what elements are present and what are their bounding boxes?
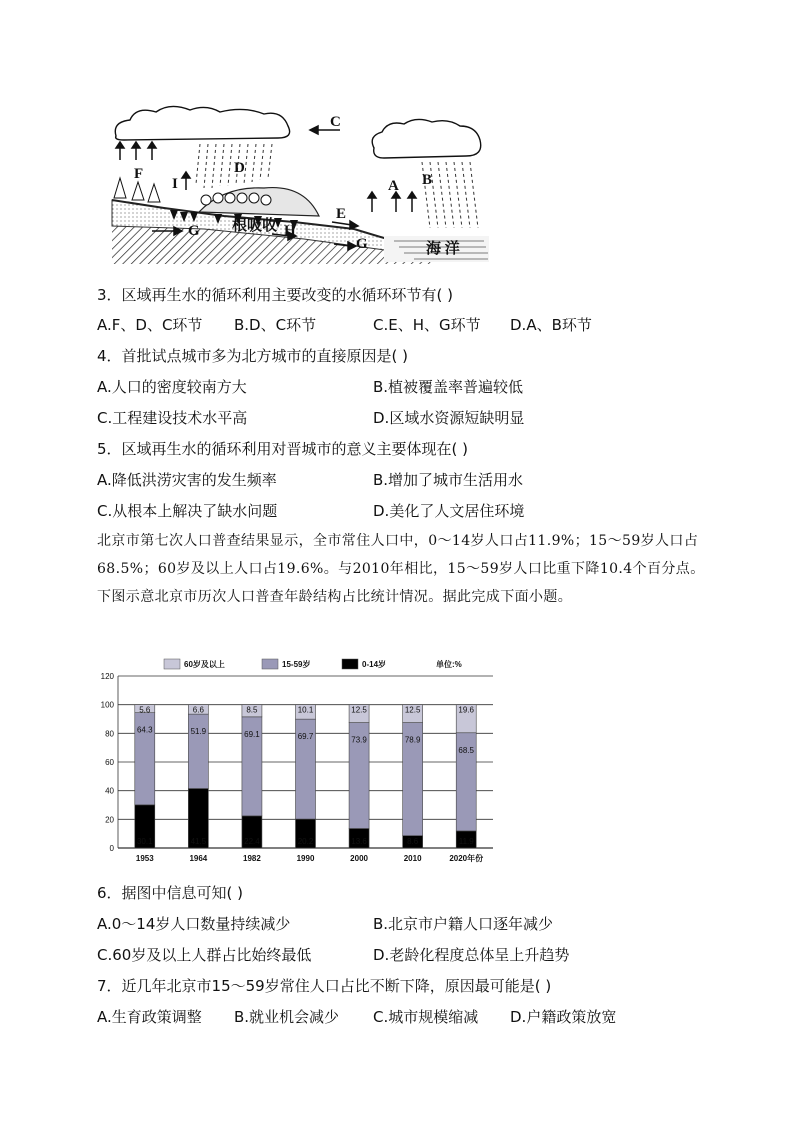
label-h: H xyxy=(284,223,296,239)
y-tick-label: 0 xyxy=(109,844,114,853)
data-label: 8.5 xyxy=(246,705,258,715)
label-a: A xyxy=(388,178,399,194)
data-label: 68.5 xyxy=(458,745,475,755)
label-d: D xyxy=(234,160,245,176)
data-label: 19.6 xyxy=(458,705,475,715)
q7-option-b[interactable]: B.就业机会减少 xyxy=(234,1008,340,1026)
x-tick-label: 2020年份 xyxy=(449,854,484,863)
q6-option-d[interactable]: D.老龄化程度总体呈上升趋势 xyxy=(373,946,570,964)
q7-stem: 7．近几年北京市15～59岁常住人口占比不断下降，原因最可能是( ) xyxy=(97,977,552,995)
bar-segment xyxy=(188,714,208,788)
data-label: 78.9 xyxy=(404,735,421,745)
water-cycle-diagram xyxy=(104,104,494,269)
q5-option-d[interactable]: D.美化了人文居住环境 xyxy=(373,502,525,520)
x-tick-label: 2000 xyxy=(350,854,368,863)
q5-option-b[interactable]: B.增加了城市生活用水 xyxy=(373,471,524,489)
q3-option-b[interactable]: B.D、C环节 xyxy=(234,316,317,334)
q4-option-d[interactable]: D.区域水资源短缺明显 xyxy=(373,409,525,427)
data-label: 10.1 xyxy=(297,705,314,715)
data-label: 8.6 xyxy=(407,837,419,846)
data-label: 20.2 xyxy=(297,837,314,846)
y-tick-label: 60 xyxy=(105,758,114,767)
label-i: I xyxy=(172,176,178,192)
cloud-left xyxy=(115,106,289,140)
data-label: 51.9 xyxy=(190,727,207,737)
label-g: G xyxy=(188,223,200,239)
y-tick-label: 20 xyxy=(105,815,114,825)
material-passage: 北京市第七次人口普查结果显示，全市常住人口中，0～14岁人口占11.9%；15～59岁人口占68.5%；60岁及以上人口占19.6%。与2010年相比，15～59岁人口比重下降10.4个百分点。下图示意北京市历次人口普查年龄结构占比统计情况。据此完成下面小题。 xyxy=(97,533,705,605)
y-tick-label: 120 xyxy=(100,672,114,681)
data-label: 13.6 xyxy=(351,837,367,846)
q6-option-c[interactable]: C.60岁及以上人群占比始终最低 xyxy=(97,946,312,964)
data-label: 12.5 xyxy=(351,705,367,715)
label-f: F xyxy=(134,166,144,182)
data-label: 22.4 xyxy=(244,837,260,846)
q7-option-d[interactable]: D.户籍政策放宽 xyxy=(510,1008,617,1026)
y-tick-label: 40 xyxy=(105,786,114,796)
x-tick-label: 1964 xyxy=(189,854,208,863)
data-label: 11.9 xyxy=(458,837,474,846)
cloud-right xyxy=(372,119,481,158)
legend-label: 0-14岁 xyxy=(362,660,387,669)
q3-option-a[interactable]: A.F、D、C环节 xyxy=(97,316,203,334)
x-tick-label: 1990 xyxy=(296,854,315,863)
x-tick-label: 1982 xyxy=(243,854,261,863)
data-label: 6.6 xyxy=(192,705,204,715)
unit-label: 单位:% xyxy=(436,660,462,669)
label-root-absorb: 根吸收 xyxy=(232,218,278,234)
q6-option-a[interactable]: A.0～14岁人口数量持续减少 xyxy=(97,915,291,933)
label-ocean: 海 洋 xyxy=(426,241,460,257)
q4-option-a[interactable]: A.人口的密度较南方大 xyxy=(97,378,247,396)
data-label: 69.1 xyxy=(244,729,260,739)
label-c: C xyxy=(330,114,341,130)
q6-option-b[interactable]: B.北京市户籍人口逐年减少 xyxy=(373,915,554,933)
label-b: B xyxy=(422,172,433,188)
q7-option-a[interactable]: A.生育政策调整 xyxy=(97,1008,202,1026)
y-tick-label: 80 xyxy=(105,729,114,739)
legend-label: 60岁及以上 xyxy=(184,660,225,669)
label-g2: G xyxy=(356,236,368,252)
q4-option-b[interactable]: B.植被覆盖率普遍较低 xyxy=(373,378,524,396)
data-label: 73.9 xyxy=(351,735,367,745)
y-tick-label: 100 xyxy=(100,700,114,710)
data-label: 12.5 xyxy=(404,705,421,715)
q4-stem: 4．首批试点城市多为北方城市的直接原因是( ) xyxy=(97,347,409,365)
q3-option-c[interactable]: C.E、H、G环节 xyxy=(373,316,481,334)
data-label: 5.6 xyxy=(139,705,151,715)
q7-option-c[interactable]: C.城市规模缩减 xyxy=(373,1008,479,1026)
legend-swatch xyxy=(262,659,278,669)
data-label: 64.3 xyxy=(136,725,153,735)
q4-option-c[interactable]: C.工程建设技术水平高 xyxy=(97,409,248,427)
x-tick-label: 1953 xyxy=(135,854,154,863)
q3-stem: 3．区域再生水的循环利用主要改变的水循环环节有( ) xyxy=(97,286,454,304)
q5-stem: 5．区域再生水的循环利用对晋城市的意义主要体现在( ) xyxy=(97,440,469,458)
q3-option-d[interactable]: D.A、B环节 xyxy=(510,316,592,334)
population-age-chart xyxy=(90,652,510,867)
q6-stem: 6．据图中信息可知( ) xyxy=(97,884,244,902)
q5-option-a[interactable]: A.降低洪涝灾害的发生频率 xyxy=(97,471,277,489)
legend-label: 15-59岁 xyxy=(282,660,311,669)
data-label: 41.5 xyxy=(190,837,207,846)
legend-swatch xyxy=(342,659,358,669)
legend-swatch xyxy=(164,659,180,669)
q5-option-c[interactable]: C.从根本上解决了缺水问题 xyxy=(97,502,278,520)
data-label: 69.7 xyxy=(297,732,314,742)
data-label: 30.1 xyxy=(136,837,153,846)
label-e: E xyxy=(336,206,347,222)
x-tick-label: 2010 xyxy=(403,854,422,863)
